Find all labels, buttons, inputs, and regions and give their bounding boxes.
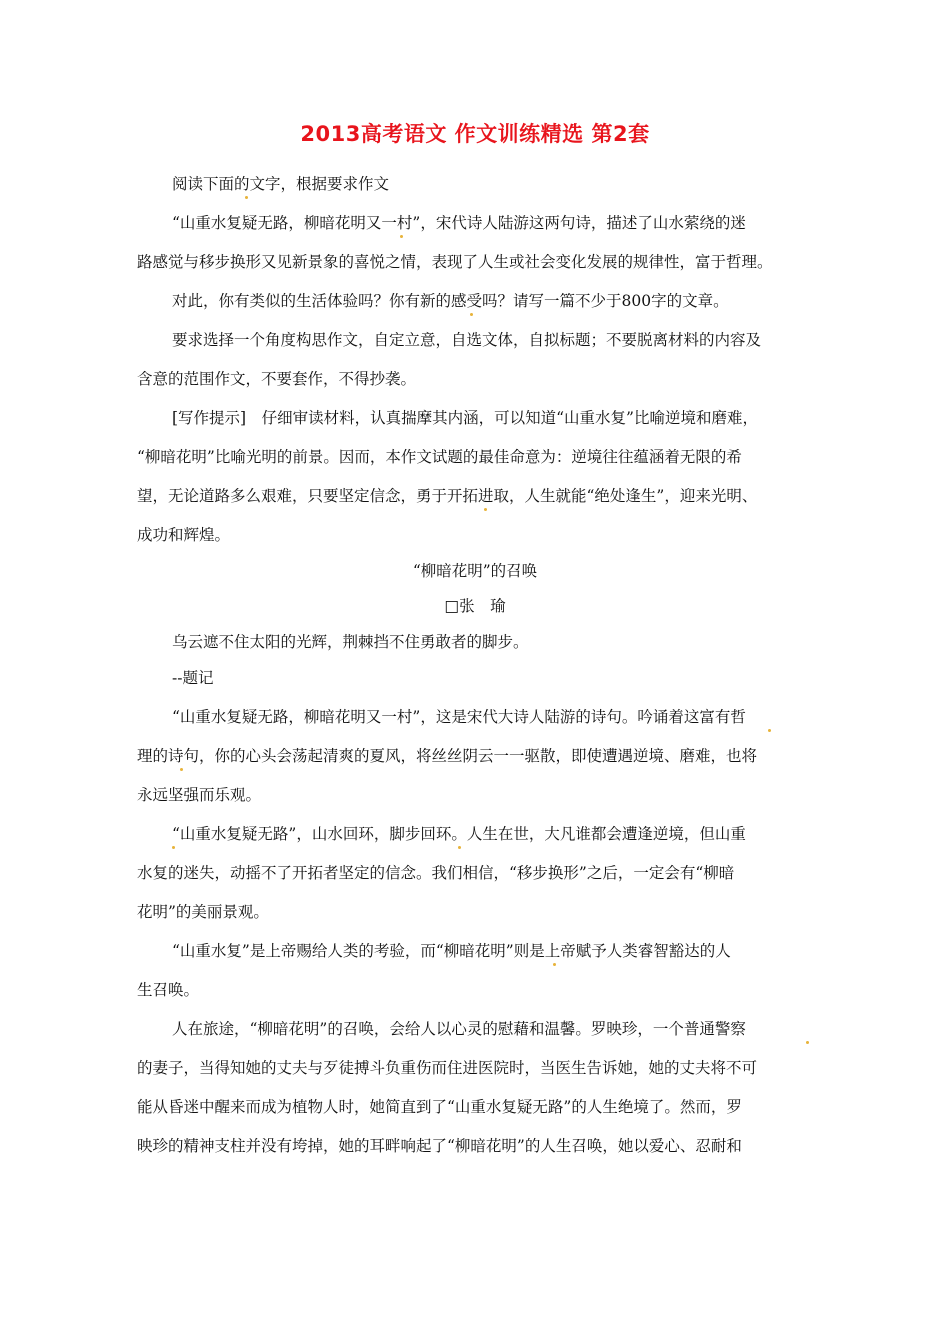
essay-paragraph-1-line-2: 理的诗句，你的心头会荡起清爽的夏风，将丝丝阴云一一驱散，即使遭遇逆境、磨难，也将	[137, 747, 758, 765]
essay-paragraph-4-line-4: 映珍的精神支柱并没有垮掉，她的耳畔响起了“柳暗花明”的人生召唤，她以爱心、忍耐和	[137, 1137, 742, 1155]
epigraph-label: --题记	[172, 669, 214, 687]
document-title: 2013高考语文 作文训练精选 第2套	[300, 122, 650, 146]
writing-tips-line-3: 望，无论道路多么艰难，只要坚定信念，勇于开拓进取，人生就能“绝处逢生”，迎来光明、	[137, 487, 758, 505]
essay-paragraph-2-line-2: 水复的迷失，动摇不了开拓者坚定的信念。我们相信，“移步换形”之后，一定会有“柳暗	[137, 864, 735, 882]
requirements-line-1: 要求选择一个角度构思作文，自定立意，自选文体，自拟标题；不要脱离材料的内容及	[172, 331, 762, 349]
prompt-question: 对此，你有类似的生活体验吗？你有新的感受吗？请写一篇不少于800字的文章。	[172, 292, 729, 310]
requirements-line-2: 含意的范围作文，不要套作，不得抄袭。	[137, 370, 417, 388]
prompt-paragraph-1-line-2: 路感觉与移步换形又见新景象的喜悦之情，表现了人生或社会变化发展的规律性，富于哲理。	[137, 253, 773, 271]
essay-paragraph-2-line-3: 花明”的美丽景观。	[137, 903, 269, 921]
artifact-mark	[484, 508, 487, 511]
writing-tips-line-1: [写作提示] 仔细审读材料，认真揣摩其内涵，可以知道“山重水复”比喻逆境和磨难，	[172, 409, 758, 427]
essay-paragraph-2-line-1: “山重水复疑无路”，山水回环，脚步回环。人生在世，大凡谁都会遭逢逆境，但山重	[172, 825, 746, 843]
artifact-mark	[458, 846, 461, 849]
prompt-intro: 阅读下面的文字，根据要求作文	[172, 175, 390, 193]
essay-author: □张 瑜	[444, 597, 506, 615]
artifact-mark	[400, 235, 403, 238]
prompt-paragraph-1-line-1: “山重水复疑无路，柳暗花明又一村”，宋代诗人陆游这两句诗，描述了山水萦绕的迷	[172, 214, 746, 232]
artifact-mark	[553, 963, 556, 966]
essay-paragraph-3-line-2: 生召唤。	[137, 981, 200, 999]
epigraph-text: 乌云遮不住太阳的光辉，荆棘挡不住勇敢者的脚步。	[172, 633, 529, 651]
artifact-mark	[806, 1041, 809, 1044]
essay-paragraph-1-line-3: 永远坚强而乐观。	[137, 786, 262, 804]
essay-paragraph-4-line-1: 人在旅途，“柳暗花明”的召唤，会给人以心灵的慰藉和温馨。罗映珍，一个普通警察	[172, 1020, 746, 1038]
writing-tips-line-4: 成功和辉煌。	[137, 526, 231, 544]
artifact-mark	[768, 729, 771, 732]
writing-tips-line-2: “柳暗花明”比喻光明的前景。因而，本作文试题的最佳命意为：逆境往往蕴涵着无限的希	[137, 448, 742, 466]
artifact-mark	[470, 313, 473, 316]
essay-paragraph-4-line-3: 能从昏迷中醒来而成为植物人时，她简直到了“山重水复疑无路”的人生绝境了。然而，罗	[137, 1098, 742, 1116]
essay-paragraph-4-line-2: 的妻子，当得知她的丈夫与歹徒搏斗负重伤而住进医院时，当医生告诉她，她的丈夫将不可	[137, 1059, 758, 1077]
essay-title: “柳暗花明”的召唤	[412, 562, 538, 580]
artifact-mark	[180, 768, 183, 771]
essay-paragraph-3-line-1: “山重水复”是上帝赐给人类的考验，而“柳暗花明”则是上帝赋予人类睿智豁达的人	[172, 942, 731, 960]
essay-paragraph-1-line-1: “山重水复疑无路，柳暗花明又一村”，这是宋代大诗人陆游的诗句。吟诵着这富有哲	[172, 708, 746, 726]
artifact-mark	[172, 846, 175, 849]
artifact-mark	[245, 196, 248, 199]
